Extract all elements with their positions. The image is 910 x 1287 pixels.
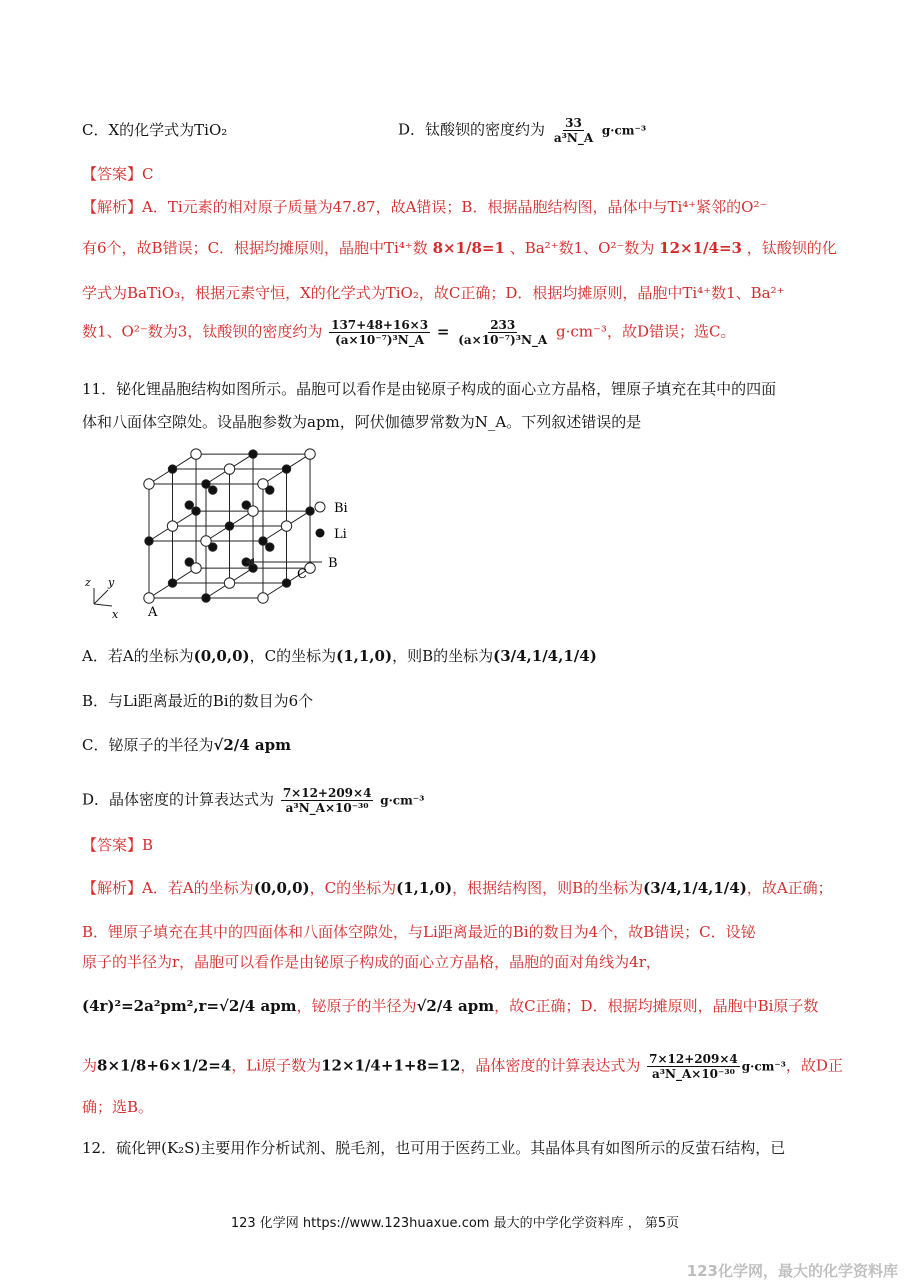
q11-exp-l3: 原子的半径为r，晶胞可以看作是由铋原子构成的面心立方晶格，晶胞的面对角线为4r，: [82, 953, 661, 971]
legend-li-marker: [316, 529, 325, 538]
q11-exp-l5c: ，Li原子数为: [231, 1056, 322, 1075]
q11-explanation-line-3: [82, 952, 661, 972]
q11-opt-a-1: A．若A的坐标为: [82, 647, 194, 665]
q11-exp-l1b: (0,0,0): [253, 879, 310, 897]
label-c: C: [297, 567, 307, 582]
q10-exp-l4a: 数1、O²⁻数为3，钛酸钡的密度约为: [82, 322, 323, 341]
q10-answer-tag: 【答案】: [82, 165, 143, 183]
q10-equals: =: [436, 322, 450, 341]
bi-atom: [201, 536, 211, 546]
q12-stem-line-1: [82, 1138, 785, 1158]
axis-indicator: [84, 576, 119, 621]
q10-answer: [82, 164, 154, 184]
q10-explanation-line-1: [82, 197, 767, 217]
li-atom: [192, 507, 200, 515]
li-atom: [185, 501, 193, 509]
q11-exp-l1g: ，故A正确；: [746, 879, 833, 897]
li-atom: [259, 537, 267, 545]
q10-answer-value: C: [142, 165, 154, 183]
bi-atom: [224, 464, 234, 474]
q10-exp-l2d: 12×1/4=3: [659, 239, 742, 257]
q11-explanation-line-5: [82, 1052, 843, 1081]
li-atom: [282, 465, 290, 473]
q10-exp-l2c: 、Ba²⁺数1、O²⁻数为: [509, 239, 655, 257]
q11-stem-2: 体和八面体空隙处。设晶胞参数为apm，阿伏伽德罗常数为N_A。下列叙述错误的是: [82, 413, 642, 431]
q11-opt-a-6: (3/4,1/4,1/4): [493, 647, 597, 665]
q11-opt-d-fraction: [281, 786, 374, 815]
q12-stem-1: 12．硫化钾(K₂S)主要用作分析试剂、脱毛剂，也可用于医药工业。其晶体具有如图所示的反萤石结构，已: [82, 1139, 786, 1157]
q10-explanation-line-4: [82, 318, 735, 347]
q10-density-num-1: 137+48+16×3: [331, 318, 429, 332]
li-atom: [306, 507, 314, 515]
li-atom: [168, 579, 176, 587]
q11-opt-d-1: D．晶体密度的计算表达式为: [82, 790, 275, 809]
q11-option-a: [82, 646, 597, 666]
q10-option-d-fraction: [552, 116, 595, 145]
li-atom: [209, 486, 217, 494]
q10-explanation-line-2: [82, 238, 837, 258]
q10-exp-tag: 【解析】: [82, 198, 143, 216]
q11-option-d: [82, 786, 424, 815]
q10-density-fraction-2: [456, 318, 549, 347]
q10-density-den-1: (a×10⁻⁷)³N_A: [335, 333, 425, 347]
li-atom: [145, 537, 153, 545]
q11-option-b: [82, 691, 313, 711]
bi-atom: [224, 578, 234, 588]
q11-exp-l5a: 为: [82, 1056, 98, 1075]
q11-explanation-line-2: [82, 922, 756, 942]
bi-atom: [144, 593, 154, 603]
q11-explanation-line-4: [82, 996, 818, 1016]
bi-atom: [281, 521, 291, 531]
q11-explanation-line-6: [82, 1097, 153, 1117]
q11-exp-l5b: 8×1/8+6×1/2=4: [97, 1056, 232, 1075]
bi-atom: [258, 593, 268, 603]
bi-atom: [258, 479, 268, 489]
q11-opt-a-5: ，则B的坐标为: [392, 647, 494, 665]
q11-opt-c-2: √2/4 apm: [213, 736, 291, 754]
label-a: A: [148, 605, 158, 620]
q11-exp-l4c: √2/4 apm: [416, 997, 495, 1015]
q11-opt-a-4: (1,1,0): [336, 647, 393, 665]
q11-opt-a-2: (0,0,0): [193, 647, 250, 665]
q10-exp-l2a: 有6个，故B错误；C．根据均摊原则，晶胞中Ti⁴⁺数: [82, 239, 428, 257]
q11-exp-l5-num: 7×12+209×4: [649, 1052, 738, 1066]
q11-opt-b-text: B．与Li距离最近的Bi的数目为6个: [82, 692, 314, 710]
q11-exp-l5g: ，故D正: [785, 1056, 843, 1075]
legend-li-label: Li: [334, 527, 347, 542]
bi-atom: [191, 563, 201, 573]
q11-exp-l4d: ，故C正确；D．根据均摊原则，晶胞中Bi原子数: [494, 997, 819, 1015]
li-atom: [266, 543, 274, 551]
q10-density-fraction-1: [329, 318, 430, 347]
bi-atom: [248, 506, 258, 516]
crystal-legend: [315, 501, 348, 542]
q10-option-d-prefix: D．钛酸钡的密度约为: [398, 120, 546, 139]
q10-option-c: [82, 120, 227, 140]
crystal-structure-diagram: [82, 440, 372, 622]
q10-option-c-text: C．X的化学式为TiO₂: [82, 121, 228, 139]
legend-bi-label: Bi: [334, 501, 348, 516]
q11-exp-tag: 【解析】: [82, 879, 143, 897]
li-atom: [282, 579, 290, 587]
axis-z: z: [85, 576, 91, 589]
q10-option-d-num: 33: [565, 116, 582, 130]
axis-x: x: [112, 608, 119, 621]
q11-exp-l1a: A．若A的坐标为: [142, 879, 254, 897]
q11-exp-l2: B．锂原子填充在其中的四面体和八面体空隙处，与Li距离最近的Bi的数目为4个，故B错误；C．设铋: [82, 923, 756, 941]
q11-exp-l5e: ，晶体密度的计算表达式为: [460, 1056, 641, 1075]
q11-opt-d-num: 7×12+209×4: [282, 786, 372, 800]
legend-bi-marker: [315, 502, 325, 512]
q11-exp-l5d: 12×1/4+1+8=12: [321, 1056, 461, 1075]
page-footer: 123 化学网 https://www.123huaxue.com 最大的中学化学资料库 ， 第5页: [230, 1216, 680, 1231]
label-b: B: [328, 556, 338, 571]
q11-opt-d-den: a³N_A×10⁻³⁰: [285, 801, 369, 815]
q11-opt-c-1: C．铋原子的半径为: [82, 736, 214, 754]
q11-explanation-line-1: [82, 878, 833, 898]
q11-exp-l5f: g·cm⁻³: [741, 1059, 786, 1074]
q11-exp-l1c: ，C的坐标为: [309, 879, 397, 897]
q11-stem-line-1: [82, 379, 776, 399]
li-atom: [249, 450, 257, 458]
q10-option-d: [398, 116, 646, 145]
li-atom: [202, 480, 210, 488]
q10-exp-l1: A．Ti元素的相对原子质量为47.87，故A错误；B．根据晶胞结构图，晶体中与Ti⁴⁺紧邻的O²⁻: [142, 198, 768, 216]
li-atom: [202, 594, 210, 602]
q11-answer: [82, 835, 153, 855]
q11-stem-1: 11．铋化锂晶胞结构如图所示。晶胞可以看作是由铋原子构成的面心立方晶格，锂原子填充在其中的四面: [82, 380, 777, 398]
bi-atom: [305, 449, 315, 459]
q10-option-d-unit: g·cm⁻³: [601, 123, 647, 138]
bi-atom: [144, 479, 154, 489]
q11-exp-l5-fraction: [647, 1052, 740, 1081]
q11-answer-value: B: [142, 836, 154, 854]
q11-exp-l6: 确；选B。: [82, 1098, 154, 1116]
q10-exp-l2e: ，钛酸钡的化: [746, 239, 837, 257]
axis-y: y: [108, 576, 115, 589]
q11-opt-d-unit: g·cm⁻³: [380, 793, 425, 808]
q11-exp-l4a: (4r)²=2a²pm²,r=√2/4 apm: [82, 997, 297, 1015]
q11-exp-l1d: (1,1,0): [396, 879, 453, 897]
q10-exp-l2b: 8×1/8=1: [432, 239, 505, 257]
q10-exp-l3: 学式为BaTiO₃，根据元素守恒，X的化学式为TiO₂，故C正确；D．根据均摊原则，晶胞中Ti⁴⁺数1、Ba²⁺: [82, 284, 785, 302]
watermark: 123化学网，最大的化学资料库: [686, 1262, 898, 1280]
q11-opt-a-3: ，C的坐标为: [249, 647, 337, 665]
q10-density-den-2: (a×10⁻⁷)³N_A: [458, 333, 548, 347]
bi-atom: [191, 449, 201, 459]
q11-exp-l1f: (3/4,1/4,1/4): [643, 879, 747, 897]
q10-option-d-den: a³N_A: [553, 131, 594, 145]
q11-exp-l4b: ，铋原子的半径为: [296, 997, 417, 1015]
bi-atom: [167, 521, 177, 531]
q11-answer-tag: 【答案】: [82, 836, 143, 854]
q10-exp-l4b: g·cm⁻³，故D错误；选C。: [556, 322, 736, 341]
li-atom: [225, 522, 233, 530]
q11-exp-l5-den: a³N_A×10⁻³⁰: [651, 1067, 735, 1081]
q10-density-num-2: 233: [490, 318, 516, 332]
q11-exp-l1e: ，根据结构图，则B的坐标为: [452, 879, 644, 897]
q11-stem-line-2: [82, 412, 641, 432]
q10-explanation-line-3: [82, 283, 785, 303]
q11-option-c: [82, 735, 291, 755]
li-atom: [168, 465, 176, 473]
